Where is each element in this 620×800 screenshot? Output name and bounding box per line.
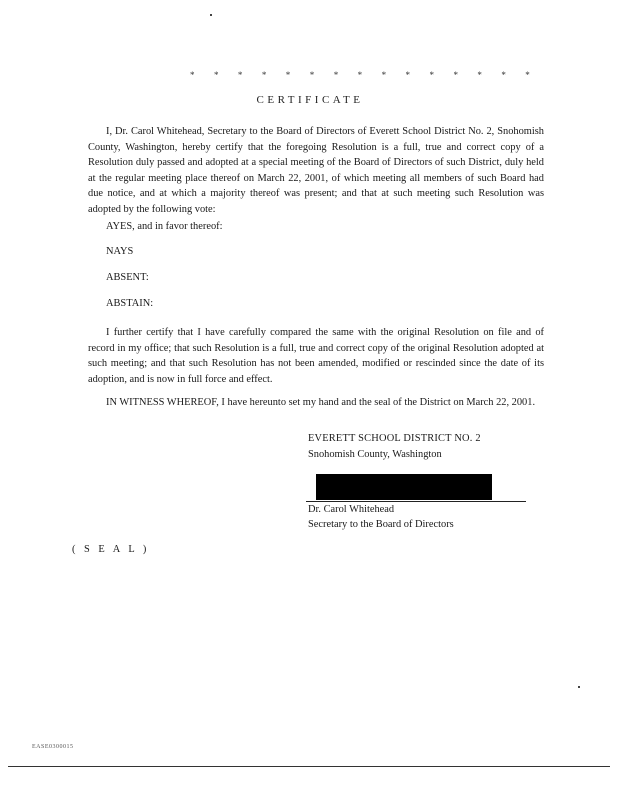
comparison-paragraph: I further certify that I have carefully compared the same with the original Resolution on file and of record in my office; that such Resolution is a full, true and correct copy of the original Resolution adopted at such meeting; and that such Resolution has not been amended, modified or rescinded since the date of its adoption, and is now in full force and effect. — [88, 327, 544, 385]
district-county: Snohomish County, Washington — [308, 449, 442, 460]
certificate-title: CERTIFICATE — [256, 94, 364, 106]
redacted-signature — [316, 474, 492, 500]
signer-name: Dr. Carol Whitehead — [308, 504, 395, 515]
witness-paragraph: IN WITNESS WHEREOF, I have hereunto set my hand and the seal of the District on March 22, 2001. — [106, 397, 536, 408]
scan-speck — [210, 14, 212, 16]
district-name: EVERETT SCHOOL DISTRICT NO. 2 — [308, 433, 481, 444]
signer-title: Secretary to the Board of Directors — [308, 519, 454, 530]
seal-placeholder: ( S E A L ) — [72, 544, 150, 555]
vote-nays: NAYS — [106, 246, 134, 257]
certification-paragraph: I, Dr. Carol Whitehead, Secretary to the Board of Directors of Everett School District No. 2, Snohomish County, Washington, hereby certify that the foregoing Resolution is a full, true and correct copy of a Resolution duly passed and adopted at a special meeting of the Board of Directors of such District, duly held at the regular meeting place thereof on March 22, 2001, of which meeting all members of such Board had due notice, and at which a majority thereof was present; and that at such meeting such Resolution was adopted by the following vote: — [88, 126, 544, 215]
bottom-rule — [8, 766, 610, 767]
vote-ayes: AYES, and in favor thereof: — [106, 221, 223, 232]
vote-absent: ABSENT: — [106, 272, 149, 283]
document-id-stamp: EASE0300015 — [32, 744, 74, 750]
signature-line — [306, 501, 526, 502]
scan-speck — [578, 686, 580, 688]
vote-abstain: ABSTAIN: — [106, 298, 154, 309]
decorative-star-row: * * * * * * * * * * * * * * * — [190, 70, 539, 80]
